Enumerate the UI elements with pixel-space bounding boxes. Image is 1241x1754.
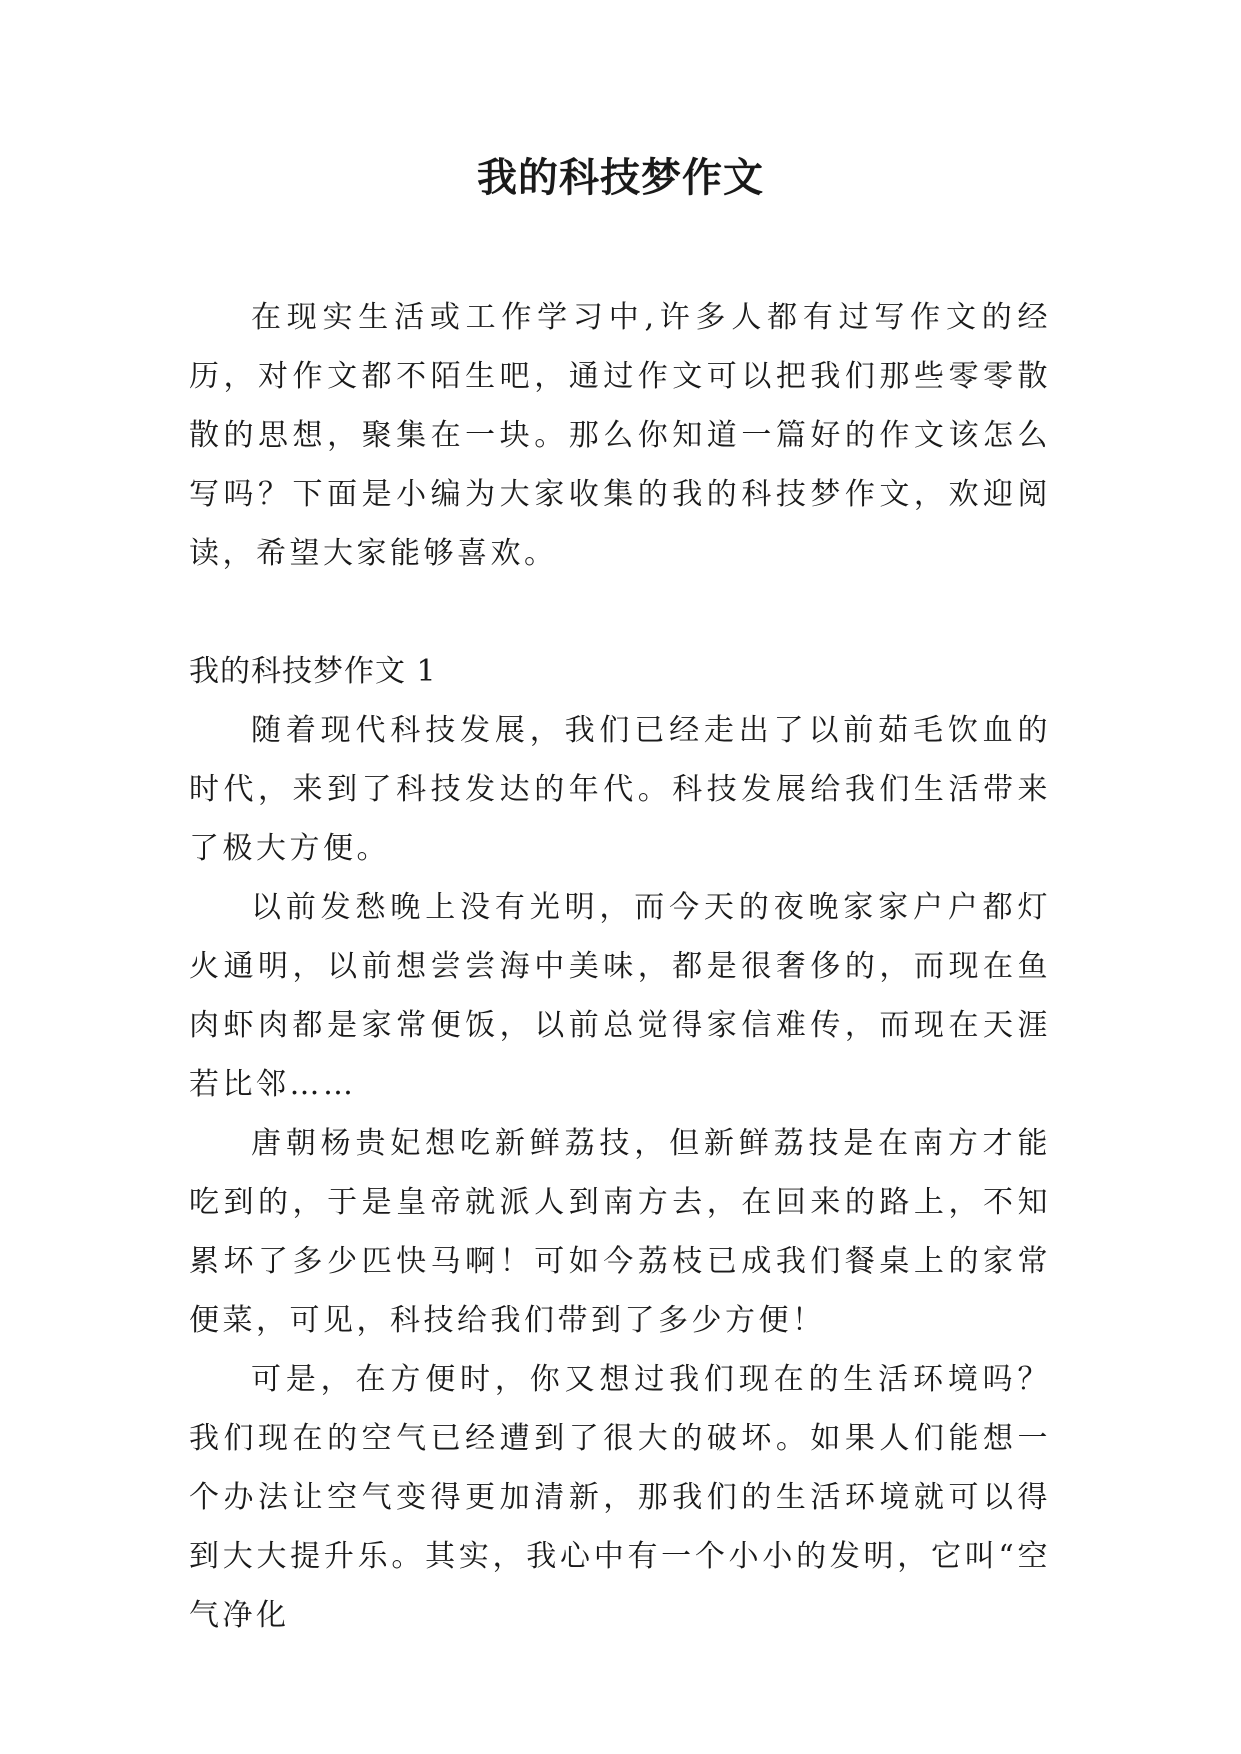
section-paragraph-3: 唐朝杨贵妃想吃新鲜荔技，但新鲜荔技是在南方才能吃到的，于是皇帝就派人到南方去，在回来的路上，不知累坏了多少匹快马啊！可如今荔枝已成我们餐桌上的家常便菜，可见，科技给我们带到了多少方便！ — [189, 1126, 1051, 1338]
section-paragraph-1: 随着现代科技发展，我们已经走出了以前茹毛饮血的时代，来到了科技发达的年代。科技发展给我们生活带来了极大方便。 — [189, 713, 1051, 866]
section-heading: 我的科技梦作文 1 — [189, 654, 437, 689]
section-paragraph-2: 以前发愁晚上没有光明，而今天的夜晚家家户户都灯火通明，以前想尝尝海中美味，都是很奢侈的，而现在鱼肉虾肉都是家常便饭，以前总觉得家信难传，而现在天涯若比邻…… — [189, 890, 1051, 1102]
intro-paragraph: 在现实生活或工作学习中,许多人都有过写作文的经历，对作文都不陌生吧，通过作文可以把我们那些零零散散的思想，聚集在一块。那么你知道一篇好的作文该怎么写吗？下面是小编为大家收集的我的科技梦作文，欢迎阅读，希望大家能够喜欢。 — [189, 300, 1051, 571]
document-body — [189, 288, 1051, 1645]
document-title: 我的科技梦作文 — [477, 155, 764, 201]
section-spacer — [189, 583, 1051, 642]
section-paragraph-4: 可是，在方便时，你又想过我们现在的生活环境吗？我们现在的空气已经遭到了很大的破坏。如果人们能想一个办法让空气变得更加清新，那我们的生活环境就可以得到大大提升乐。其实，我心中有一个小小的发明，它叫“空气净化 — [189, 1362, 1051, 1633]
